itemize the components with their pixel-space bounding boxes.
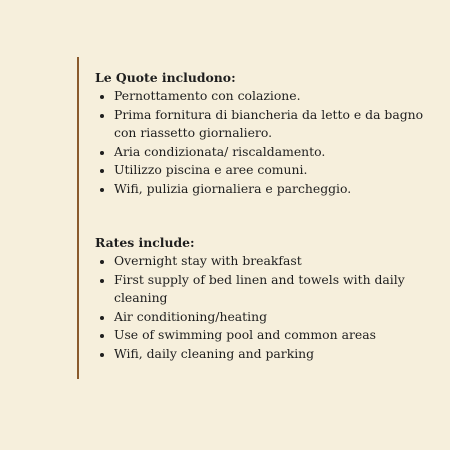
list-item: Wifi, daily cleaning and parking (95, 345, 430, 364)
italian-section-title: Le Quote includono: (95, 70, 236, 85)
english-section-title: Rates include: (95, 235, 195, 250)
english-section (95, 234, 430, 363)
rates-content (95, 69, 430, 363)
english-list (95, 252, 430, 363)
list-item: Overnight stay with breakfast (95, 252, 430, 271)
list-item: Air conditioning/heating (95, 308, 430, 327)
list-item: Aria condizionata/ riscaldamento. (95, 143, 430, 162)
list-item: Prima fornitura di biancheria da letto e da bagno con riassetto giornaliero. (95, 106, 430, 143)
italian-list (95, 87, 430, 198)
list-item: First supply of bed linen and towels with daily cleaning (95, 271, 430, 308)
list-item: Pernottamento con colazione. (95, 87, 430, 106)
list-item: Wifi, pulizia giornaliera e parcheggio. (95, 180, 430, 199)
list-item: Utilizzo piscina e aree comuni. (95, 161, 430, 180)
accent-divider-bar (77, 57, 79, 379)
list-item: Use of swimming pool and common areas (95, 326, 430, 345)
italian-section (95, 69, 430, 198)
